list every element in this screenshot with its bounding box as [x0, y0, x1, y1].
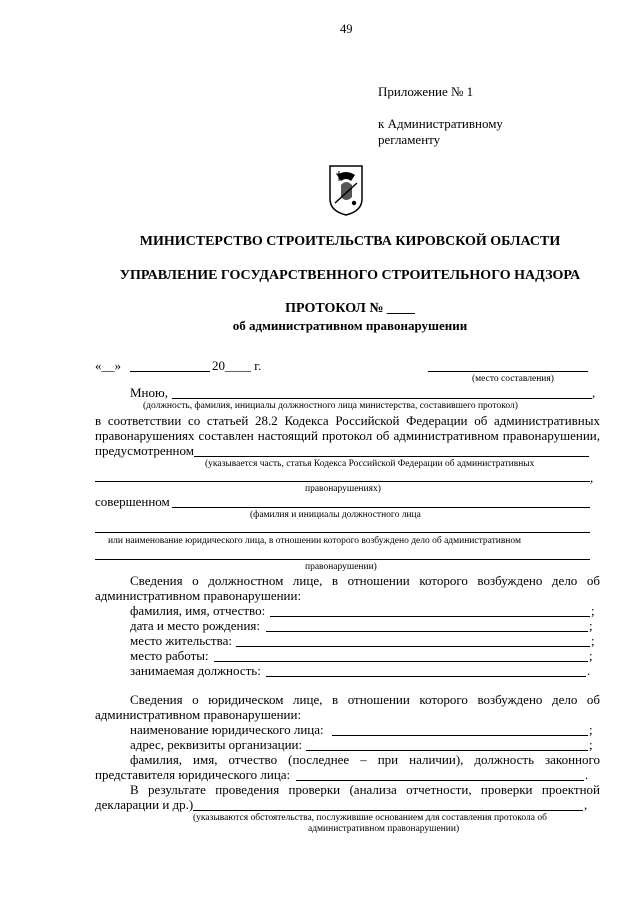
place-hint: (место составления) — [472, 374, 554, 384]
page-number: 49 — [340, 22, 353, 36]
legal-name-field[interactable] — [332, 735, 588, 736]
result-comma: , — [584, 797, 588, 812]
legal-rep-field[interactable] — [296, 780, 584, 781]
official-position-label: занимаемая должность: — [130, 663, 261, 678]
result-hint-1: (указываются обстоятельства, послужившие основанием для составления протокола об — [193, 813, 547, 823]
official-heading-1: Сведения о должностном лице, в отношении которого возбуждено дело об — [130, 573, 600, 588]
legal-rep-end: . — [585, 767, 589, 782]
official-work-label: место работы: — [130, 648, 209, 663]
result-line-2: декларации и др.) — [95, 797, 194, 812]
coat-of-arms-emblem — [327, 163, 365, 217]
appendix-title: Приложение № 1 — [378, 84, 474, 99]
article-hint-2: правонарушениях) — [305, 484, 381, 494]
offender-hint-3: правонарушении) — [305, 562, 377, 572]
official-work-field[interactable] — [214, 661, 588, 662]
official-work-end: ; — [589, 648, 593, 663]
official-position-field[interactable] — [266, 676, 586, 677]
protocol-subtitle: об административном правонарушении — [232, 318, 468, 333]
legal-name-label: наименование юридического лица: — [130, 722, 324, 737]
official-fio-label: фамилия, имя, отчество: — [130, 603, 266, 618]
article-hint-1: (указывается часть, статья Кодекса Российской Федерации об административных — [205, 459, 535, 469]
by-me-comma: , — [592, 385, 596, 400]
official-position-end: . — [587, 663, 591, 678]
author-field[interactable] — [172, 398, 592, 399]
official-birth-label: дата и место рождения: — [130, 618, 261, 633]
intro-line-1: в соответствии со статьей 28.2 Кодекса Российской Федерации об административных — [95, 413, 600, 428]
official-residence-field[interactable] — [236, 646, 590, 647]
legal-address-end: ; — [589, 737, 593, 752]
date-day-field: «__» — [95, 358, 121, 373]
offender-field-2[interactable] — [95, 532, 590, 533]
official-residence-label: место жительства: — [130, 633, 232, 648]
official-heading-2: административном правонарушении: — [95, 588, 302, 603]
article-comma: , — [590, 470, 594, 485]
official-fio-end: ; — [591, 603, 595, 618]
appendix-line-1: к Административному — [378, 116, 503, 131]
article-field-2[interactable] — [95, 481, 590, 482]
offender-field[interactable] — [172, 507, 590, 508]
legal-name-end: ; — [589, 722, 593, 737]
legal-rep-line-1: фамилия, имя, отчество (последнее – при наличии), должность законного — [130, 752, 600, 767]
offender-field-3[interactable] — [95, 559, 590, 560]
appendix-line-2: регламенту — [378, 132, 441, 147]
official-birth-end: ; — [589, 618, 593, 633]
offender-hint-2: или наименование юридического лица, в отношении которого возбуждено дело об административном — [108, 536, 521, 546]
protocol-title: ПРОТОКОЛ № ____ — [285, 301, 415, 316]
official-fio-field[interactable] — [270, 616, 590, 617]
result-field[interactable] — [193, 810, 583, 811]
by-me-label: Мною, — [130, 385, 168, 400]
date-year-field: 20____ г. — [212, 358, 262, 373]
place-field[interactable] — [428, 371, 588, 372]
legal-heading-1: Сведения о юридическом лице, в отношении которого возбуждено дело об — [130, 692, 600, 707]
offender-hint-1: (фамилия и инициалы должностного лица — [250, 510, 421, 520]
legal-address-label: адрес, реквизиты организации: — [130, 737, 303, 752]
official-residence-end: ; — [591, 633, 595, 648]
department-heading: УПРАВЛЕНИЕ ГОСУДАРСТВЕННОГО СТРОИТЕЛЬНОГО НАДЗОРА — [119, 268, 581, 283]
result-hint-2: административном правонарушении) — [308, 824, 460, 834]
ministry-heading: МИНИСТЕРСТВО СТРОИТЕЛЬСТВА КИРОВСКОЙ ОБЛАСТИ — [139, 234, 561, 249]
provided-label: предусмотренном — [95, 443, 194, 458]
intro-line-2: правонарушениях составлен настоящий протокол об административном правонарушении, — [95, 428, 600, 443]
official-birth-field[interactable] — [266, 631, 588, 632]
author-hint: (должность, фамилия, инициалы должностного лица министерства, составившего протокол) — [143, 401, 518, 411]
committed-label: совершенном — [95, 494, 170, 509]
legal-rep-line-2: представителя юридического лица: — [95, 767, 291, 782]
result-line-1: В результате проведения проверки (анализа отчетности, проверки проектной — [130, 782, 600, 797]
article-field[interactable] — [194, 456, 589, 457]
date-month-field[interactable] — [130, 371, 210, 372]
legal-address-field[interactable] — [306, 750, 588, 751]
legal-heading-2: административном правонарушении: — [95, 707, 302, 722]
